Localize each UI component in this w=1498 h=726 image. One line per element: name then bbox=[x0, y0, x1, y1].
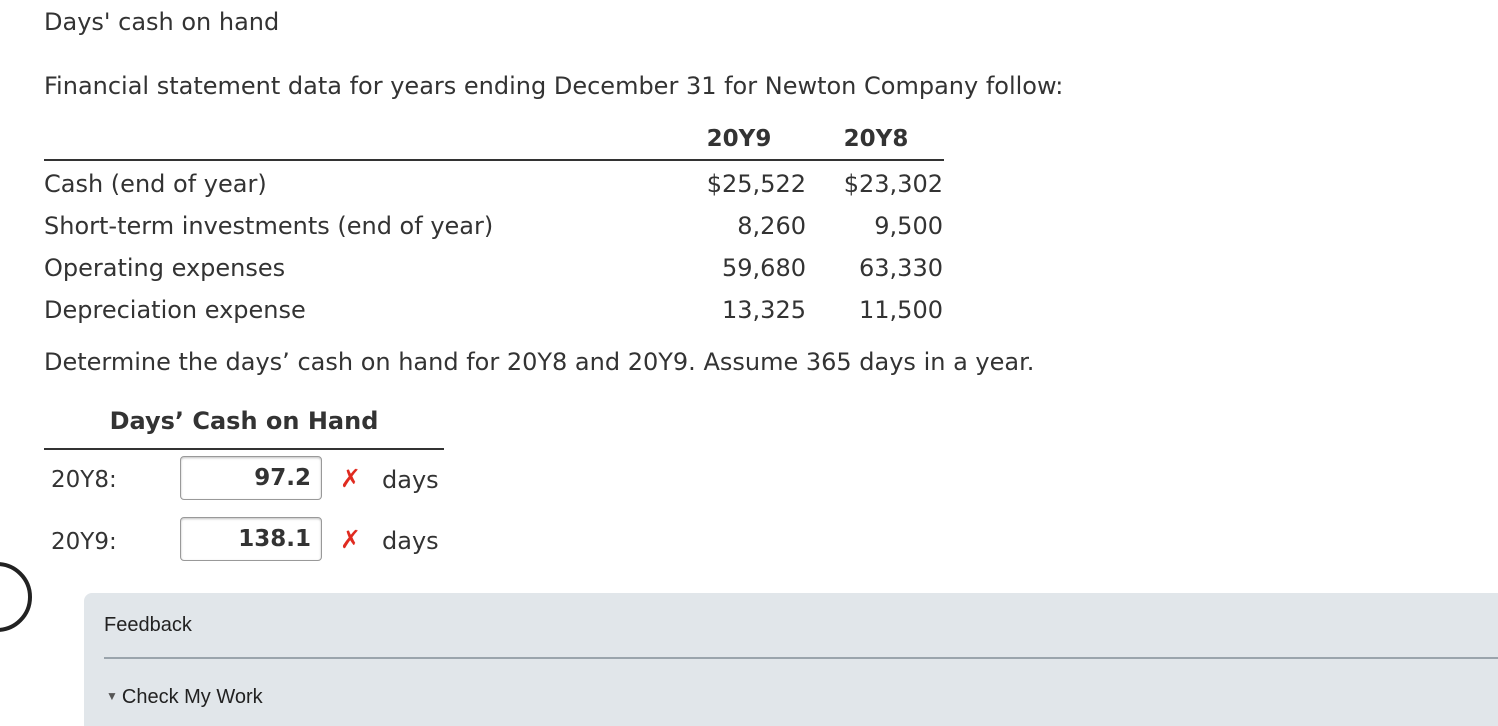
value-investments-20y9: 8,260 bbox=[737, 212, 806, 240]
incorrect-x-icon: ✗ bbox=[340, 464, 361, 493]
answer-input-20y8[interactable]: 97.2 bbox=[180, 456, 322, 500]
value-operating-20y8: 63,330 bbox=[859, 254, 943, 282]
feedback-label: Feedback bbox=[104, 614, 192, 636]
row-label-cash: Cash (end of year) bbox=[44, 170, 267, 198]
feedback-panel bbox=[84, 593, 1498, 726]
answer-table-rule bbox=[44, 448, 444, 450]
value-operating-20y9: 59,680 bbox=[722, 254, 806, 282]
value-depreciation-20y9: 13,325 bbox=[722, 296, 806, 324]
answer-label-20y9: 20Y9: bbox=[51, 529, 117, 555]
unit-label-days: days bbox=[382, 527, 439, 555]
intro-text: Financial statement data for years ending December 31 for Newton Company follow: bbox=[44, 72, 1064, 100]
value-depreciation-20y8: 11,500 bbox=[859, 296, 943, 324]
answer-label-20y8: 20Y8: bbox=[51, 467, 117, 493]
unit-label-days: days bbox=[382, 466, 439, 494]
value-cash-20y9: $25,522 bbox=[706, 170, 806, 198]
triangle-down-icon: ▼ bbox=[106, 689, 118, 703]
row-label-operating-expenses: Operating expenses bbox=[44, 254, 286, 282]
check-my-work-toggle[interactable] bbox=[106, 686, 263, 709]
question-text: Determine the days’ cash on hand for 20Y8 and 20Y9. Assume 365 days in a year. bbox=[44, 348, 1035, 376]
row-label-short-term-investments: Short-term investments (end of year) bbox=[44, 212, 494, 240]
page-title: Days' cash on hand bbox=[44, 8, 280, 36]
value-cash-20y8: $23,302 bbox=[843, 170, 943, 198]
answer-input-20y9[interactable]: 138.1 bbox=[180, 517, 322, 561]
value-investments-20y8: 9,500 bbox=[874, 212, 943, 240]
table-header-rule bbox=[44, 159, 944, 161]
answer-table-title: Days’ Cash on Hand bbox=[109, 407, 379, 435]
feedback-divider bbox=[104, 657, 1498, 659]
incorrect-x-icon: ✗ bbox=[340, 525, 361, 554]
check-my-work-label: Check My Work bbox=[121, 686, 263, 708]
column-header-20y8: 20Y8 bbox=[843, 126, 909, 152]
column-header-20y9: 20Y9 bbox=[706, 126, 772, 152]
row-label-depreciation-expense: Depreciation expense bbox=[44, 296, 306, 324]
progress-ring-icon bbox=[0, 562, 32, 632]
